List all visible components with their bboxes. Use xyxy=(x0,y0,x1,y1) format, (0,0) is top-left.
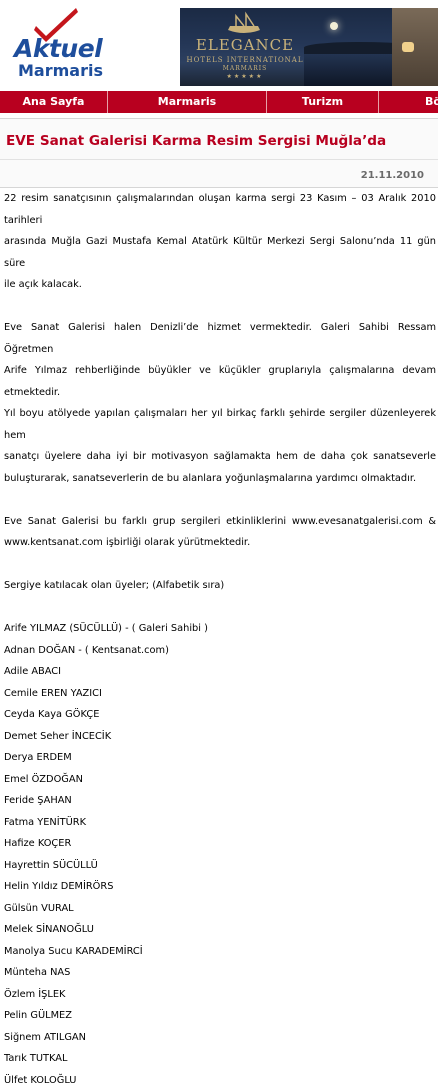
ship-emblem-icon xyxy=(224,12,264,36)
list-item: Adile ABACI xyxy=(4,661,436,683)
paragraph-3 xyxy=(4,511,436,554)
article-header xyxy=(0,118,438,188)
paragraph-line: Eve Sanat Galerisi halen Denizli’de hizmet vermektedir. Galeri Sahibi Ressam Öğretmen xyxy=(4,317,436,360)
list-item: Fatma YENİTÜRK xyxy=(4,812,436,834)
article-date: 21.11.2010 xyxy=(361,170,424,181)
paragraph-2 xyxy=(4,317,436,489)
paragraph-line: Yıl boyu atölyede yapılan çalışmaları her yıl birkaç farklı şehirde sergiler düzenleyerek hem xyxy=(4,403,436,446)
members-intro: Sergiye katılacak olan üyeler; (Alfabetik sıra) xyxy=(4,575,436,597)
paragraph-line: buluşturarak, sanatseverlerin de bu alanlara yoğunlaşmalarına yardımcı olmaktadır. xyxy=(4,468,436,490)
banner-brand-line2: HOTELS INTERNATIONAL xyxy=(186,56,304,64)
list-item: Siğnem ATILGAN xyxy=(4,1027,436,1049)
spacer xyxy=(4,554,436,576)
paragraph-line: 22 resim sanatçısının çalışmalarından oluşan karma sergi 23 Kasım – 03 Aralık 2010 tarihleri xyxy=(4,188,436,231)
spacer xyxy=(4,296,436,318)
list-item: Melek SİNANOĞLU xyxy=(4,919,436,941)
paragraph-line: ile açık kalacak. xyxy=(4,274,436,296)
lamp-icon xyxy=(402,42,414,52)
members-list xyxy=(4,618,436,1091)
site-logo[interactable] xyxy=(8,6,168,82)
title-divider xyxy=(0,159,438,160)
list-item: Feride ŞAHAN xyxy=(4,790,436,812)
list-item: Adnan DOĞAN - ( Kentsanat.com) xyxy=(4,640,436,662)
list-item: Hafize KOÇER xyxy=(4,833,436,855)
nav-item-marmaris[interactable]: Marmaris xyxy=(108,91,267,113)
nav-item-turizm[interactable]: Turizm xyxy=(267,91,379,113)
paragraph-line: Arife Yılmaz rehberliğinde büyükler ve küçükler gruplarıyla çalışmalarına devam etmektedir. xyxy=(4,360,436,403)
list-item: Manolya Sucu KARADEMİRCİ xyxy=(4,941,436,963)
banner-brand-name: ELEGANCE xyxy=(186,36,304,54)
logo-line2: Marmaris xyxy=(18,61,103,80)
banner-brand-line3: MARMARIS xyxy=(186,65,304,72)
paragraph-1 xyxy=(4,188,436,296)
paragraph-line: Eve Sanat Galerisi bu farklı grup sergileri etkinliklerini www.evesanatgalerisi.com & xyxy=(4,511,436,533)
logo-line1: Aktuel xyxy=(14,34,102,63)
list-item: Pelin GÜLMEZ xyxy=(4,1005,436,1027)
nav-item-truncated[interactable]: Bö xyxy=(379,91,438,113)
banner-stars: ★★★★★ xyxy=(186,73,304,80)
paragraph-line: sanatçı üyelere daha iyi bir motivasyon sağlamakta hem de daha çok sanatseverle xyxy=(4,446,436,468)
moon-icon xyxy=(330,22,338,30)
banner-room-photo xyxy=(392,8,438,86)
spacer xyxy=(4,489,436,511)
list-item: Münteha NAS xyxy=(4,962,436,984)
list-item: Hayrettin SÜCÜLLÜ xyxy=(4,855,436,877)
site-header xyxy=(0,0,438,88)
article-title: EVE Sanat Galerisi Karma Resim Sergisi Muğla’da xyxy=(6,133,386,149)
list-item: Ceyda Kaya GÖKÇE xyxy=(4,704,436,726)
list-item: Helin Yıldız DEMİRÖRS xyxy=(4,876,436,898)
list-item: Ülfet KOLOĞLU xyxy=(4,1070,436,1091)
nav-item-ana-sayfa[interactable]: Ana Sayfa xyxy=(0,91,108,113)
list-item: Derya ERDEM xyxy=(4,747,436,769)
paragraph-line: arasında Muğla Gazi Mustafa Kemal Atatürk Kültür Merkezi Sergi Salonu’nda 11 gün süre xyxy=(4,231,436,274)
list-item: Demet Seher İNCECİK xyxy=(4,726,436,748)
banner-brand xyxy=(186,36,304,80)
spacer xyxy=(4,597,436,619)
list-item: Emel ÖZDOĞAN xyxy=(4,769,436,791)
list-item: Tarık TUTKAL xyxy=(4,1048,436,1070)
hotel-banner-ad[interactable] xyxy=(180,8,438,86)
list-item: Özlem İŞLEK xyxy=(4,984,436,1006)
article-body xyxy=(4,188,436,1091)
list-item: Gülsün VURAL xyxy=(4,898,436,920)
paragraph-line: www.kentsanat.com işbirliği olarak yürütmektedir. xyxy=(4,532,436,554)
main-nav xyxy=(0,91,438,113)
list-item: Cemile EREN YAZICI xyxy=(4,683,436,705)
list-item: Arife YILMAZ (SÜCÜLLÜ) - ( Galeri Sahibi ) xyxy=(4,618,436,640)
